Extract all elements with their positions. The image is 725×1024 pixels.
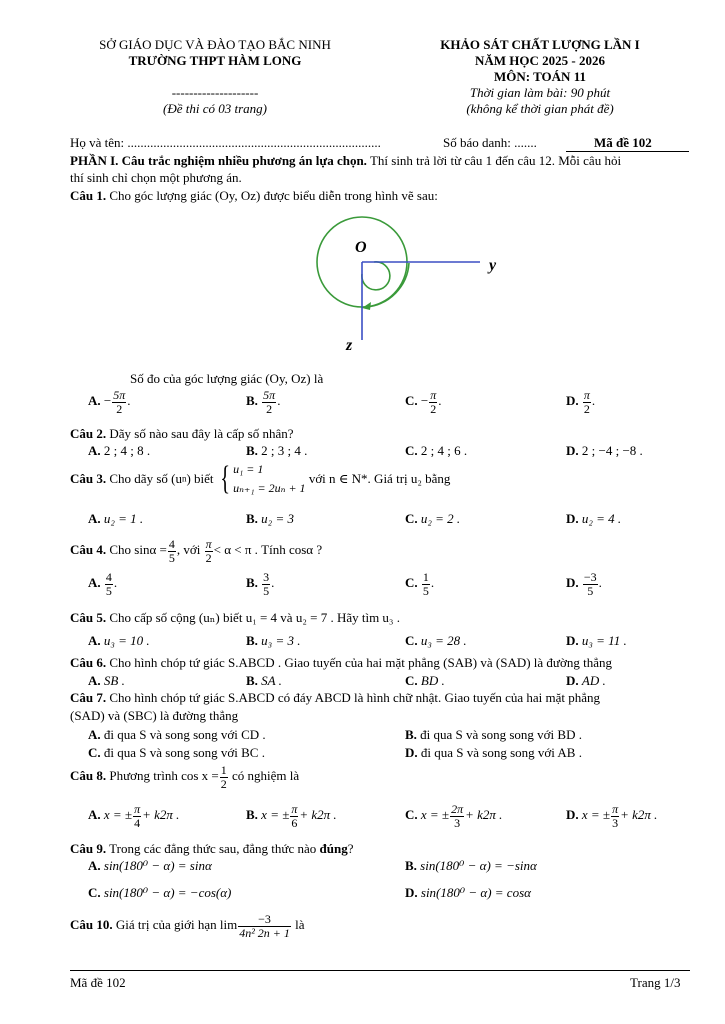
pages-note: (Đề thi có 03 trang) (163, 101, 267, 116)
dept-name: SỞ GIÁO DỤC VÀ ĐÀO TẠO BẮC NINH (99, 37, 331, 52)
q3-option-d: D. u₂ = 4 . (566, 511, 622, 526)
q6-option-b: B. SA . (246, 673, 282, 688)
q6-option-a: A. SB . (88, 673, 125, 688)
exam-title: KHẢO SÁT CHẤT LƯỢNG LẦN I (440, 37, 640, 52)
q9-option-c: C. sin(180⁰ − α) = −cos(α) (88, 885, 232, 900)
q8-option-c: C. x = ± $\frac{2\pi}{3}$ + k2π . (405, 802, 503, 830)
q6-option-d: D. AD . (566, 673, 606, 688)
recurrence-system: u₁ = 1 uₙ₊₁ = 2uₙ + 1 (233, 462, 306, 496)
q1-label: Câu 1. (70, 188, 107, 203)
q9-option-b: B. sin(180⁰ − α) = −sinα (405, 858, 537, 873)
q2-option-d: D. 2 ; −4 ; −8 . (566, 443, 643, 458)
q7-option-c: C. đi qua S và song song với BC . (88, 745, 265, 760)
q3-option-c: C. u₂ = 2 . (405, 511, 461, 526)
q1-option-c: C. − $\frac{\pi}{2}$ . (405, 388, 442, 416)
q10-stem: Câu 10. Giá trị của giới hạn lim $\frac{-3}{\text{4n² 2n + 1}}$ là (70, 912, 305, 940)
q8-option-a: A. x = ± $\frac{\pi}{4}$ + k2π . (88, 802, 180, 830)
q2-stem: Câu 2. Dãy số nào sau đây là cấp số nhân? (70, 426, 294, 441)
part1-instr1: Thí sinh trả lời từ câu 1 đến câu 12. Mỗi câu hỏi (366, 153, 622, 168)
q5-option-c: C. u₃ = 28 . (405, 633, 467, 648)
arc-arrow-icon (362, 302, 371, 310)
q4-option-d: D. $\frac{-3}{5}$ . (566, 570, 602, 598)
label-o: O (355, 239, 367, 256)
part1-title: PHẦN I. Câu trắc nghiệm nhiều phương án lựa chọn. (70, 153, 367, 168)
q1-option-d: D. $\frac{\pi}{2}$ . (566, 388, 596, 416)
angle-figure (300, 210, 520, 360)
student-id-field: Số báo danh: ....... (443, 135, 537, 150)
q7-stem-2: (SAD) và (SBC) là đường thẳng (70, 708, 239, 723)
subject: MÔN: TOÁN 11 (494, 69, 586, 84)
q8-stem: Câu 8. Phương trình cos x = $\frac{1}{2}$ có nghiệm là (70, 763, 300, 791)
school-year: NĂM HỌC 2025 - 2026 (475, 53, 605, 68)
footer-code: Mã đề 102 (70, 975, 126, 990)
q7-option-b: B. đi qua S và song song với BD . (405, 727, 582, 742)
q1-stem (70, 188, 438, 204)
part1-instructions (70, 153, 621, 169)
q9-option-a: A. sin(180⁰ − α) = sinα (88, 858, 212, 873)
code-underline (566, 151, 689, 152)
q5-option-d: D. u₃ = 11 . (566, 633, 627, 648)
q1-option-b: B. $\frac{5\pi}{2}$ . (246, 388, 281, 416)
q3-option-a: A. u₂ = 1 . (88, 511, 144, 526)
q3-option-b: B. u₂ = 3 (246, 511, 294, 526)
q4-option-b: B. $\frac{3}{5}$ . (246, 570, 275, 598)
q5-option-b: B. u₃ = 3 . (246, 633, 301, 648)
q2-option-c: C. 2 ; 4 ; 6 . (405, 443, 468, 458)
q1-option-a: A. − $\frac{5\pi}{2}$ . (88, 388, 131, 416)
q1-ask: Số đo của góc lượng giác (Oy, Oz) là (130, 371, 324, 386)
q4-option-c: C. $\frac{1}{5}$ . (405, 570, 435, 598)
angle-arc (362, 262, 390, 290)
label-y: y (489, 257, 497, 274)
q4-option-a: A. $\frac{4}{5}$ . (88, 570, 118, 598)
q7-option-d: D. đi qua S và song song với AB . (405, 745, 582, 760)
q5-option-a: A. u₃ = 10 . (88, 633, 150, 648)
label-z: z (346, 337, 353, 354)
q7-option-a: A. đi qua S và song song với CD . (88, 727, 266, 742)
school-name: TRƯỜNG THPT HÀM LONG (128, 53, 302, 68)
exam-time: Thời gian làm bài: 90 phút (469, 85, 611, 100)
exam-code: Mã đề 102 (594, 135, 652, 150)
header-dashes: -------------------- (171, 85, 259, 100)
student-name-field: Họ và tên: .............................................................................. (70, 135, 381, 150)
q8-option-b: B. x = ± $\frac{\pi}{6}$ + k2π . (246, 802, 337, 830)
q7-stem: Câu 7. Cho hình chóp tứ giác S.ABCD có đáy ABCD là hình chữ nhật. Giao tuyến của hai mặt phẳng (70, 690, 601, 705)
q6-stem: Câu 6. Cho hình chóp tứ giác S.ABCD . Giao tuyến của hai mặt phẳng (SAB) và (SAD) là đường thẳng (70, 655, 612, 670)
q9-stem: Câu 9. Trong các đẳng thức sau, đẳng thức nào đúng? (70, 841, 354, 856)
q2-option-a: A. 2 ; 4 ; 8 . (88, 443, 151, 458)
part1-instr2: thí sinh chỉ chọn một phương án. (70, 170, 242, 185)
q2-option-b: B. 2 ; 3 ; 4 . (246, 443, 308, 458)
footer-rule (70, 970, 690, 971)
q9-option-d: D. sin(180⁰ − α) = cosα (405, 885, 531, 900)
q8-option-d: D. x = ± $\frac{\pi}{3}$ + k2π . (566, 802, 658, 830)
q1-text: Cho góc lượng giác (Oy, Oz) được biểu diễn trong hình vẽ sau: (109, 188, 438, 203)
q6-option-c: C. BD . (405, 673, 445, 688)
q3-stem: Câu 3. Cho dãy số (un) biết { u₁ = 1 uₙ₊₁ = 2uₙ + 1 với n ∈ N*. Giá trị u₂ bằng (70, 460, 451, 498)
footer-page: Trang 1/3 (630, 975, 681, 990)
q4-stem: Câu 4. Cho sinα = $\frac{4}{5}$ , với $\frac{\pi}{2}$ < α < π . Tính cosα ? (70, 537, 323, 565)
q5-stem: Câu 5. Cho cấp số cộng (uₙ) biết u₁ = 4 và u₂ = 7 . Hãy tìm u₃ . (70, 610, 400, 625)
system-brace: { (220, 460, 230, 498)
time-note: (không kể thời gian phát đề) (466, 101, 614, 116)
